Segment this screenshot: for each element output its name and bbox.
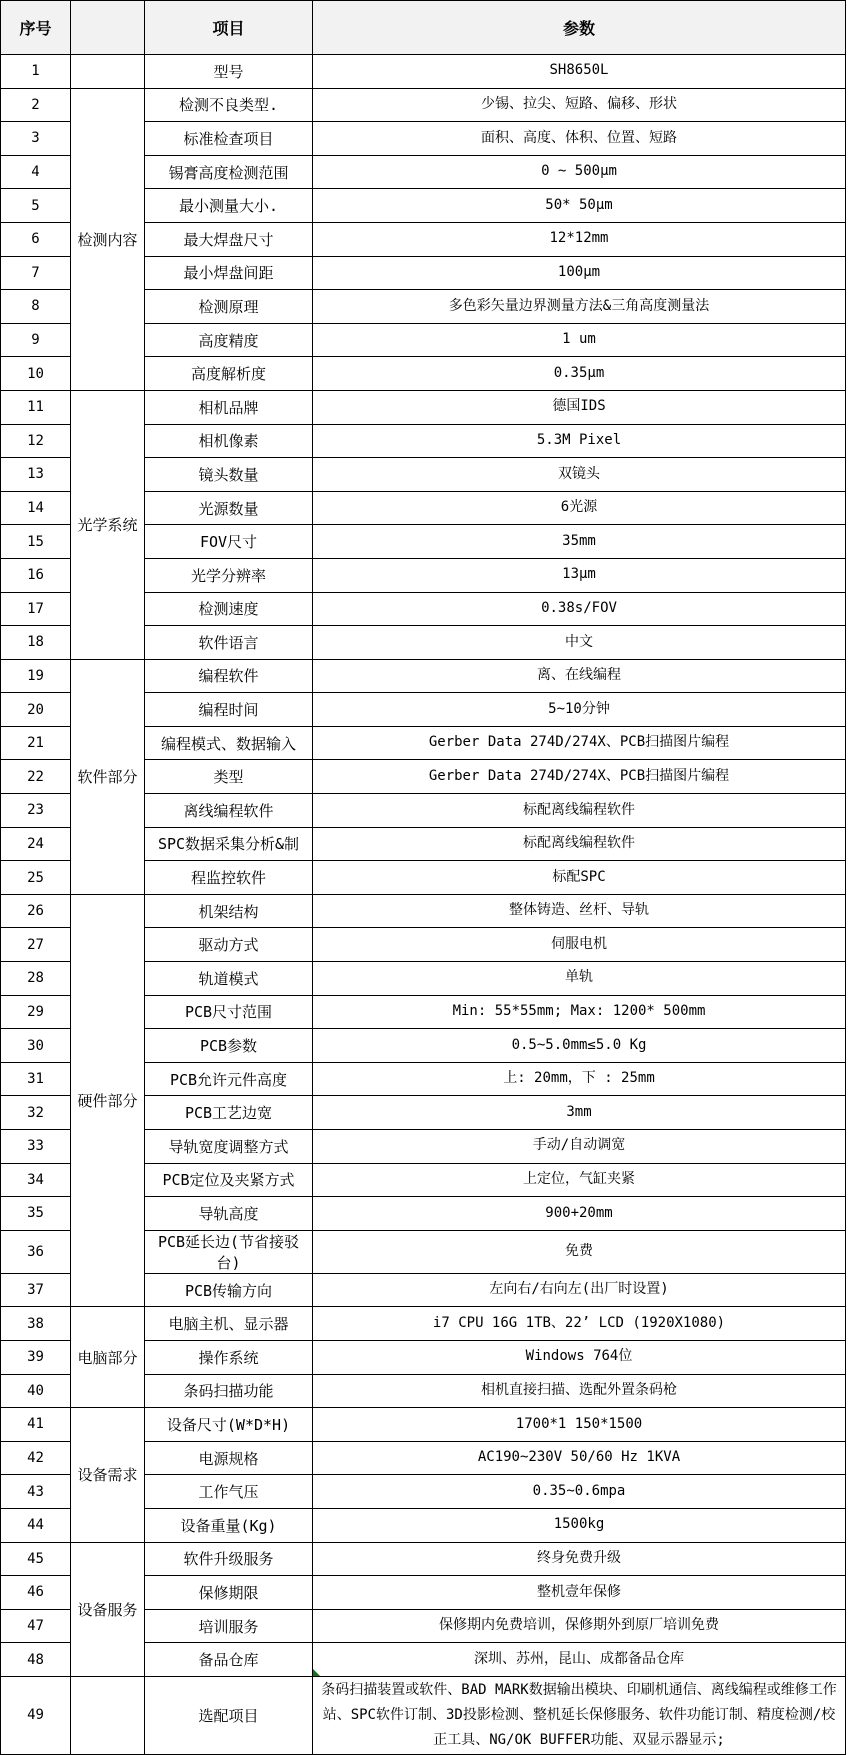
row-number: 20 [1,693,71,727]
param-cell: 伺服电机 [313,928,846,962]
row-number: 9 [1,323,71,357]
item-cell: 设备重量(Kg) [145,1508,313,1542]
row-number: 42 [1,1441,71,1475]
row-number: 2 [1,88,71,122]
param-cell: 50* 50μm [313,189,846,223]
row-number: 23 [1,794,71,828]
table-row [1,659,846,693]
item-cell: 高度精度 [145,323,313,357]
row-number: 48 [1,1643,71,1677]
param-cell: 13μm [313,558,846,592]
row-number: 14 [1,491,71,525]
table-row [1,1676,846,1754]
item-cell: 电源规格 [145,1441,313,1475]
table-row [1,1408,846,1442]
category-cell: 光学系统 [71,390,145,659]
header-item: 项目 [145,1,313,55]
param-cell: 3mm [313,1096,846,1130]
row-number: 49 [1,1676,71,1754]
item-cell: PCB传输方向 [145,1273,313,1307]
row-number: 40 [1,1374,71,1408]
category-cell: 软件部分 [71,659,145,894]
param-cell: i7 CPU 16G 1TB、22’ LCD (1920X1080) [313,1307,846,1341]
table-row [1,1542,846,1576]
item-cell: PCB工艺边宽 [145,1096,313,1130]
category-cell: 设备需求 [71,1408,145,1542]
item-cell: 镜头数量 [145,458,313,492]
row-number: 44 [1,1508,71,1542]
row-number: 47 [1,1609,71,1643]
row-number: 24 [1,827,71,861]
param-cell: 条码扫描装置或软件、BAD MARK数据输出模块、印刷机通信、离线编程或维修工作站、SPC软件订制、3D投影检测、整机延长保修服务、软件功能订制、精度检测/校正工具、NG/OK BUFFER功能、双显示器显示; [313,1676,846,1754]
item-cell: 设备尺寸(W*D*H) [145,1408,313,1442]
table-row [1,894,846,928]
item-cell: 培训服务 [145,1609,313,1643]
item-cell: 工作气压 [145,1475,313,1509]
header-no: 序号 [1,1,71,55]
param-cell: 标配SPC [313,861,846,895]
item-cell: 型号 [145,55,313,89]
row-number: 43 [1,1475,71,1509]
item-cell: 电脑主机、显示器 [145,1307,313,1341]
comment-marker-icon [313,1669,320,1676]
param-cell: 0.35μm [313,357,846,391]
row-number: 15 [1,525,71,559]
item-cell: 程监控软件 [145,861,313,895]
item-cell: 编程软件 [145,659,313,693]
item-cell: 检测不良类型. [145,88,313,122]
row-number: 10 [1,357,71,391]
item-cell: 导轨宽度调整方式 [145,1130,313,1164]
item-cell: 光源数量 [145,491,313,525]
row-number: 5 [1,189,71,223]
row-number: 41 [1,1408,71,1442]
item-cell: 条码扫描功能 [145,1374,313,1408]
item-cell: 选配项目 [145,1676,313,1754]
row-number: 17 [1,592,71,626]
param-cell: AC190~230V 50/60 Hz 1KVA [313,1441,846,1475]
item-cell: 检测速度 [145,592,313,626]
row-number: 32 [1,1096,71,1130]
param-cell: 左向右/右向左(出厂时设置) [313,1273,846,1307]
item-cell: 软件升级服务 [145,1542,313,1576]
item-cell: 编程时间 [145,693,313,727]
row-number: 3 [1,122,71,156]
row-number: 38 [1,1307,71,1341]
row-number: 45 [1,1542,71,1576]
param-cell: 0.5~5.0mm≤5.0 Kg [313,1029,846,1063]
param-cell: 0.35~0.6mpa [313,1475,846,1509]
param-cell: 标配离线编程软件 [313,827,846,861]
param-cell: 5~10分钟 [313,693,846,727]
row-number: 6 [1,222,71,256]
row-number: 4 [1,155,71,189]
item-cell: 标准检查项目 [145,122,313,156]
param-cell: 手动/自动调宽 [313,1130,846,1164]
param-cell: 0 ~ 500μm [313,155,846,189]
param-cell: 标配离线编程软件 [313,794,846,828]
row-number: 29 [1,995,71,1029]
param-cell: 离、在线编程 [313,659,846,693]
item-cell: 操作系统 [145,1340,313,1374]
item-cell: PCB参数 [145,1029,313,1063]
param-cell: 中文 [313,626,846,660]
param-cell: Windows 764位 [313,1340,846,1374]
param-cell: 单轨 [313,962,846,996]
table-row [1,390,846,424]
row-number: 11 [1,390,71,424]
row-number: 35 [1,1197,71,1231]
param-cell: 相机直接扫描、选配外置条码枪 [313,1374,846,1408]
row-number: 31 [1,1062,71,1096]
row-number: 25 [1,861,71,895]
row-number: 7 [1,256,71,290]
row-number: 37 [1,1273,71,1307]
row-number: 12 [1,424,71,458]
item-cell: 驱动方式 [145,928,313,962]
table-row [1,55,846,89]
param-cell: Gerber Data 274D/274X、PCB扫描图片编程 [313,760,846,794]
param-cell: SH8650L [313,55,846,89]
row-number: 34 [1,1163,71,1197]
param-cell: 1700*1 150*1500 [313,1408,846,1442]
row-number: 13 [1,458,71,492]
row-number: 28 [1,962,71,996]
row-number: 19 [1,659,71,693]
header-param: 参数 [313,1,846,55]
param-cell: 6光源 [313,491,846,525]
item-cell: 软件语言 [145,626,313,660]
item-cell: 轨道模式 [145,962,313,996]
category-cell: 电脑部分 [71,1307,145,1408]
param-cell: 上定位，气缸夹紧 [313,1163,846,1197]
param-cell: 终身免费升级 [313,1542,846,1576]
row-number: 36 [1,1230,71,1273]
item-cell: 最大焊盘尺寸 [145,222,313,256]
row-number: 22 [1,760,71,794]
item-cell: 保修期限 [145,1576,313,1610]
row-number: 30 [1,1029,71,1063]
param-cell: 1500kg [313,1508,846,1542]
item-cell: 光学分辨率 [145,558,313,592]
item-cell: SPC数据采集分析&制 [145,827,313,861]
param-cell: 少锡、拉尖、短路、偏移、形状 [313,88,846,122]
param-cell: Min: 55*55mm; Max: 1200* 500mm [313,995,846,1029]
param-cell: 保修期内免费培训，保修期外到原厂培训免费 [313,1609,846,1643]
table-row [1,1307,846,1341]
category-cell: 检测内容 [71,88,145,390]
row-number: 27 [1,928,71,962]
item-cell: 导轨高度 [145,1197,313,1231]
table-row [1,88,846,122]
param-cell: 免费 [313,1230,846,1273]
item-cell: PCB尺寸范围 [145,995,313,1029]
param-cell: 深圳、苏州，昆山、成都备品仓库 [313,1643,846,1677]
param-cell: 整体铸造、丝杆、导轨 [313,894,846,928]
param-cell: 100μm [313,256,846,290]
item-cell: 类型 [145,760,313,794]
item-cell: 离线编程软件 [145,794,313,828]
param-cell: 面积、高度、体积、位置、短路 [313,122,846,156]
row-number: 1 [1,55,71,89]
row-number: 18 [1,626,71,660]
header-row [1,1,846,55]
item-cell: 相机品牌 [145,390,313,424]
row-number: 39 [1,1340,71,1374]
item-cell: 最小焊盘间距 [145,256,313,290]
item-cell: 机架结构 [145,894,313,928]
param-cell: 12*12mm [313,222,846,256]
item-cell: 相机像素 [145,424,313,458]
header-category [71,1,145,55]
param-cell: 1 um [313,323,846,357]
item-cell: PCB允许元件高度 [145,1062,313,1096]
item-cell: 编程模式、数据输入 [145,726,313,760]
param-cell: 900+20mm [313,1197,846,1231]
param-cell: 多色彩矢量边界测量方法&三角高度测量法 [313,290,846,324]
row-number: 46 [1,1576,71,1610]
row-number: 16 [1,558,71,592]
item-cell: 最小测量大小. [145,189,313,223]
row-number: 8 [1,290,71,324]
row-number: 26 [1,894,71,928]
item-cell: PCB定位及夹紧方式 [145,1163,313,1197]
param-cell: 整机壹年保修 [313,1576,846,1610]
item-cell: 高度解析度 [145,357,313,391]
param-cell: 0.38s/FOV [313,592,846,626]
category-cell: 设备服务 [71,1542,145,1676]
item-cell: 锡膏高度检测范围 [145,155,313,189]
category-cell: 硬件部分 [71,894,145,1307]
param-cell: 上: 20mm，下 : 25mm [313,1062,846,1096]
spec-table-body [1,55,846,1755]
param-cell: Gerber Data 274D/274X、PCB扫描图片编程 [313,726,846,760]
category-cell [71,55,145,89]
item-cell: PCB延长边(节省接驳台) [145,1230,313,1273]
param-cell: 5.3M Pixel [313,424,846,458]
param-cell: 35mm [313,525,846,559]
row-number: 33 [1,1130,71,1164]
item-cell: 检测原理 [145,290,313,324]
param-cell: 德国IDS [313,390,846,424]
row-number: 21 [1,726,71,760]
param-cell: 双镜头 [313,458,846,492]
category-cell [71,1676,145,1754]
item-cell: FOV尺寸 [145,525,313,559]
item-cell: 备品仓库 [145,1643,313,1677]
